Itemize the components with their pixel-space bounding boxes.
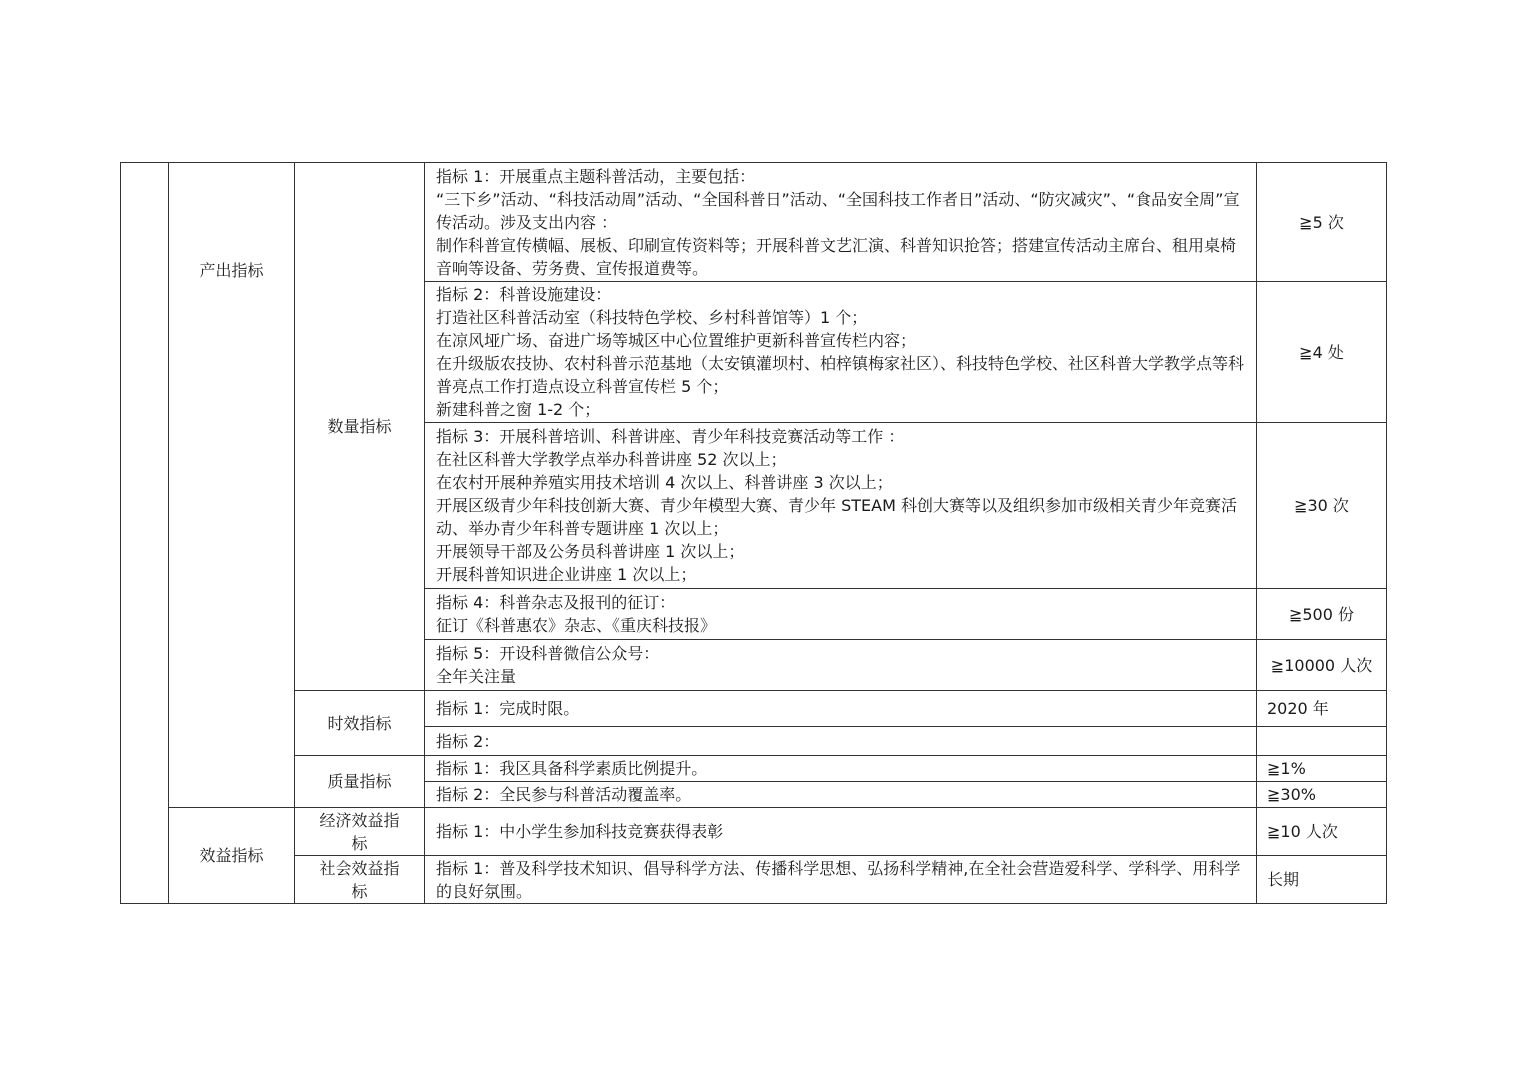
indicator-line: “三下乡”活动、“科技活动周”活动、“全国科普日”活动、“全国科技工作者日”活动、“防灾减灾”、“食品安全周”宣传活动。涉及支出内容 ： <box>436 189 1240 232</box>
indicator-line: 开展区级青少年科技创新大赛、青少年模型大赛、青少年 STEAM 科创大赛等以及组织参加市级相关青少年竞赛活动、举办青少年科普专题讲座 1 次以上； <box>436 496 1237 538</box>
indicator-t1: 指标 1：完成时限。 <box>425 691 1257 727</box>
table-row <box>121 756 1387 782</box>
level2-timeliness-label: 时效指标 <box>327 713 392 733</box>
indicator-line: 指标 2：科普设施建设： <box>436 285 612 304</box>
target-q3: ≧30 次 <box>1257 423 1387 589</box>
level2-social-label: 社会效益指标 <box>319 858 400 901</box>
table-row <box>121 691 1387 727</box>
level2-quantity-cell <box>295 163 425 691</box>
level2-quantity-label: 数量指标 <box>327 417 392 436</box>
level2-quality-label: 质量指标 <box>327 772 392 791</box>
target-t1: 2020 年 <box>1257 691 1387 727</box>
indicator-q2 <box>425 282 1257 423</box>
indicator-line: 开展领导干部及公务员科普讲座 1 次以上； <box>436 542 745 561</box>
indicator-line: 在升级版农技协、农村科普示范基地（太安镇灌坝村、柏梓镇梅家社区）、科技特色学校、社区科普大学教学点等科普亮点工作打造点设立科普宣传栏 5 个； <box>436 354 1245 396</box>
indicator-s1: 指标 1：普及科学技术知识、倡导科学方法、传播科学思想、弘扬科学精神,在全社会营造爱科学、学科学、用科学的良好氛围。 <box>425 856 1257 904</box>
table-row <box>121 808 1387 856</box>
indicator-line: 指标 3：开展科普培训、科普讲座、青少年科技竞赛活动等工作 ： <box>436 427 905 446</box>
indicator-line: 指标 4：科普杂志及报刊的征订： <box>436 593 676 612</box>
level2-social-cell <box>295 856 425 904</box>
indicator-t2: 指标 2： <box>425 727 1257 756</box>
indicator-line: 指标 1：开展重点主题科普活动，主要包括： <box>436 166 756 186</box>
level1-output-label: 产出指标 <box>199 261 264 280</box>
indicator-q1 <box>425 163 1257 282</box>
performance-indicator-table <box>120 162 1387 904</box>
indicator-ql2: 指标 2：全民参与科普活动覆盖率。 <box>425 782 1257 808</box>
target-q2: ≧4 处 <box>1257 282 1387 423</box>
target-s1: 长期 <box>1257 856 1387 904</box>
table-row <box>121 856 1387 904</box>
indicator-q5 <box>425 640 1257 691</box>
level1-benefit-label: 效益指标 <box>199 846 264 865</box>
indicator-q4 <box>425 589 1257 640</box>
target-e1: ≧10 人次 <box>1257 808 1387 856</box>
level2-economic-label: 经济效益指标 <box>319 810 400 853</box>
target-t2 <box>1257 727 1387 756</box>
level2-economic-cell <box>295 808 425 856</box>
indicator-line: 制作科普宣传横幅、展板、印刷宣传资料等；开展科普文艺汇演、科普知识抢答；搭建宣传活动主席台、租用桌椅音响等设备、劳务费、宣传报道费等。 <box>436 235 1237 278</box>
indicator-line: 打造社区科普活动室（科技特色学校、乡村科普馆等）1 个； <box>436 308 868 327</box>
level1-benefit-cell <box>169 808 295 904</box>
indicator-line: 在社区科普大学教学点举办科普讲座 52 次以上； <box>436 450 787 469</box>
indicator-line: 征订《科普惠农》杂志、《重庆科技报》 <box>436 616 717 635</box>
target-q4: ≧500 份 <box>1257 589 1387 640</box>
level1-output-cell <box>169 163 295 808</box>
indicator-e1: 指标 1：中小学生参加科技竞赛获得表彰 <box>425 808 1257 856</box>
indicator-line: 开展科普知识进企业讲座 1 次以上； <box>436 565 697 584</box>
indicator-line: 在农村开展种养殖实用技术培训 4 次以上、科普讲座 3 次以上； <box>436 473 893 492</box>
indicator-ql1: 指标 1：我区具备科学素质比例提升。 <box>425 756 1257 782</box>
indicator-line: 全年关注量 <box>436 667 517 686</box>
level2-timeliness-cell <box>295 691 425 756</box>
level2-quality-cell <box>295 756 425 808</box>
target-ql1: ≧1% <box>1257 756 1387 782</box>
indicator-line: 新建科普之窗 1-2 个； <box>436 400 601 419</box>
table-row <box>121 163 1387 282</box>
target-q1: ≧5 次 <box>1257 163 1387 282</box>
target-ql2: ≧30% <box>1257 782 1387 808</box>
indicator-q3 <box>425 423 1257 589</box>
indicator-line: 在凉风垭广场、奋进广场等城区中心位置维护更新科普宣传栏内容； <box>436 331 917 350</box>
indicator-line: 指标 5：开设科普微信公众号： <box>436 644 660 663</box>
blank-first-column <box>121 163 169 904</box>
target-q5: ≧10000 人次 <box>1257 640 1387 691</box>
